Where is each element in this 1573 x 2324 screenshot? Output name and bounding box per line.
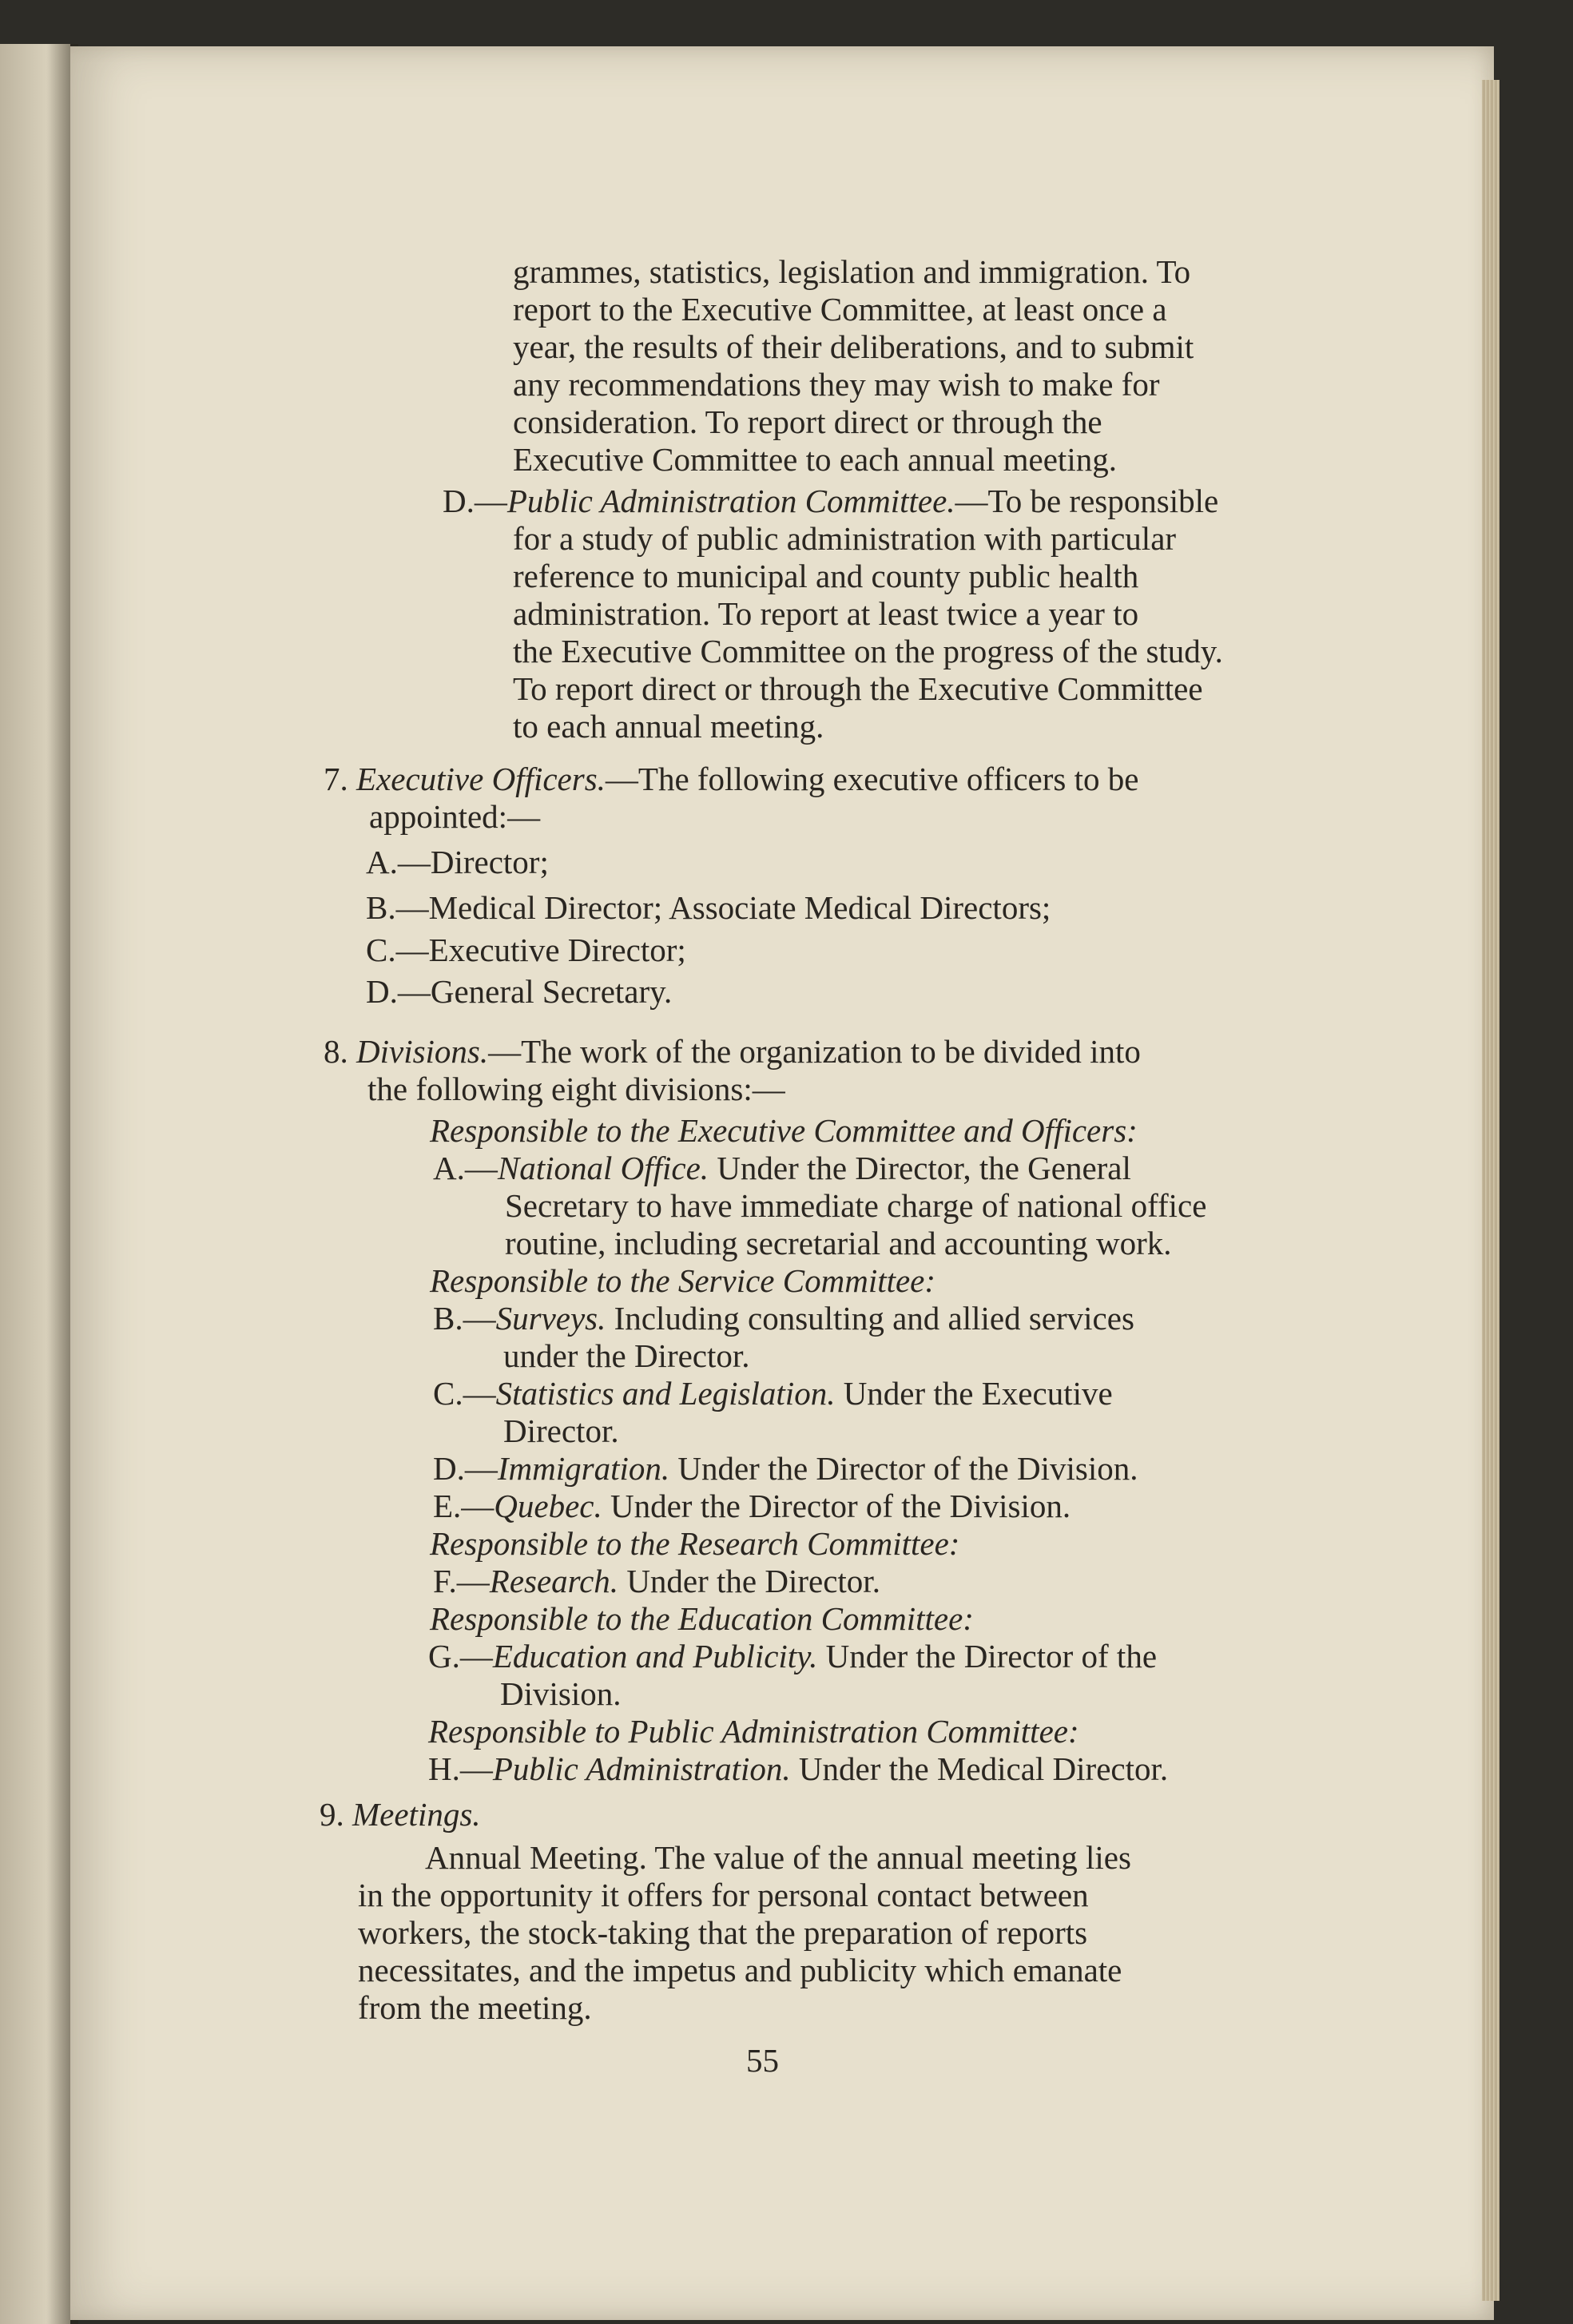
item-title: Public Administration. [492,1750,791,1787]
division-a [433,1150,1131,1187]
text-line: appointed:— [369,798,541,835]
text-line: Division. [500,1675,622,1712]
text-line: in the opportunity it offers for personal contact between [358,1877,1089,1913]
item-title: Public Administration Committee. [506,483,955,519]
division-d [433,1450,1138,1488]
officer-item: C.—Executive Director; [366,932,686,968]
item-text: Under the Medical Director. [790,1750,1169,1787]
item-text: Under the Director of the Division. [669,1450,1138,1487]
section-title: Executive Officers. [356,761,606,797]
item-marker: F.— [433,1563,490,1599]
item-text: Under the Director of the [817,1638,1158,1674]
item-text: Under the Director of the Division. [602,1488,1071,1524]
item-marker: A.— [433,1150,498,1186]
text-line: report to the Executive Committee, at least once a [513,291,1167,328]
responsibility-heading: Responsible to the Research Committee: [430,1525,960,1562]
text-line: routine, including secretarial and accounting work. [505,1225,1172,1261]
item-marker: D.— [433,1450,498,1487]
section-number: 7. [324,761,348,797]
division-e [433,1488,1071,1525]
section-text: —The work of the organization to be divided into [488,1033,1141,1070]
division-c [433,1375,1113,1412]
section-text: —The following executive officers to be [605,761,1139,797]
officer-item: D.—General Secretary. [366,973,673,1010]
text-line: the Executive Committee on the progress of the study. [513,633,1223,669]
section-number: 8. [324,1033,348,1070]
item-title: National Office. [497,1150,709,1186]
text-line: Director. [503,1412,619,1449]
section-title: Divisions. [356,1033,489,1070]
text-line: Executive Committee to each annual meeting. [513,441,1117,478]
page-number: 55 [746,2042,779,2079]
item-title: Education and Publicity. [492,1638,818,1674]
item-text: Including consulting and allied services [606,1300,1134,1337]
officer-item: A.—Director; [366,844,549,880]
item-title: Research. [489,1563,619,1599]
text-line: Annual Meeting. The value of the annual meeting lies [425,1839,1131,1876]
text-line: from the meeting. [358,1989,592,2026]
page-stack-edge [1482,80,1500,2301]
item-marker: C.— [433,1375,496,1412]
responsibility-heading: Responsible to the Executive Committee and Officers: [430,1112,1138,1149]
text-line: necessitates, and the impetus and publicity which emanate [358,1952,1122,1988]
text-line: To report direct or through the Executive Committee [513,670,1203,707]
officer-item: B.—Medical Director; Associate Medical Directors; [366,889,1051,926]
text-line: the following eight divisions:— [367,1071,785,1107]
item-title: Immigration. [497,1450,670,1487]
text-line: consideration. To report direct or through the [513,403,1102,440]
text-line: under the Director. [503,1337,750,1374]
text-line: for a study of public administration with particular [513,520,1177,557]
item-text: Under the Director. [618,1563,880,1599]
item-title: Quebec. [494,1488,602,1524]
text-line: to each annual meeting. [513,708,824,745]
text-line: any recommendations they may wish to make for [513,366,1160,403]
item-marker: G.— [428,1638,493,1674]
responsibility-heading: Responsible to the Education Committee: [430,1600,974,1637]
text-line: year, the results of their deliberations, and to submit [513,328,1194,365]
text-line: administration. To report at least twice a year to [513,595,1139,632]
item-title: Statistics and Legislation. [495,1375,836,1412]
item-marker: E.— [433,1488,495,1524]
text-line: grammes, statistics, legislation and immigration. To [513,253,1191,290]
text-line: reference to municipal and county public health [513,558,1139,594]
item-marker: H.— [428,1750,493,1787]
section-8-heading [324,1033,1141,1071]
item-text: Under the Executive [835,1375,1113,1412]
section-number: 9. [320,1796,344,1833]
item-marker: D.— [443,483,507,519]
division-h [428,1750,1168,1788]
item-marker: B.— [433,1300,496,1337]
section-title: Meetings. [352,1796,481,1833]
section-9-heading [320,1796,481,1833]
responsibility-heading: Responsible to the Service Committee: [430,1262,936,1299]
text-line: workers, the stock-taking that the preparation of reports [358,1914,1088,1951]
item-title: Surveys. [495,1300,606,1337]
item-text: —To be responsible [955,483,1219,519]
text-line: Secretary to have immediate charge of national office [505,1187,1207,1224]
committee-d-line [443,483,1218,520]
item-text: Under the Director, the General [709,1150,1131,1186]
section-7-heading [324,761,1138,798]
responsibility-heading: Responsible to Public Administration Committee: [428,1713,1079,1750]
division-f [433,1563,880,1600]
division-b [433,1300,1134,1337]
division-g [428,1638,1157,1675]
